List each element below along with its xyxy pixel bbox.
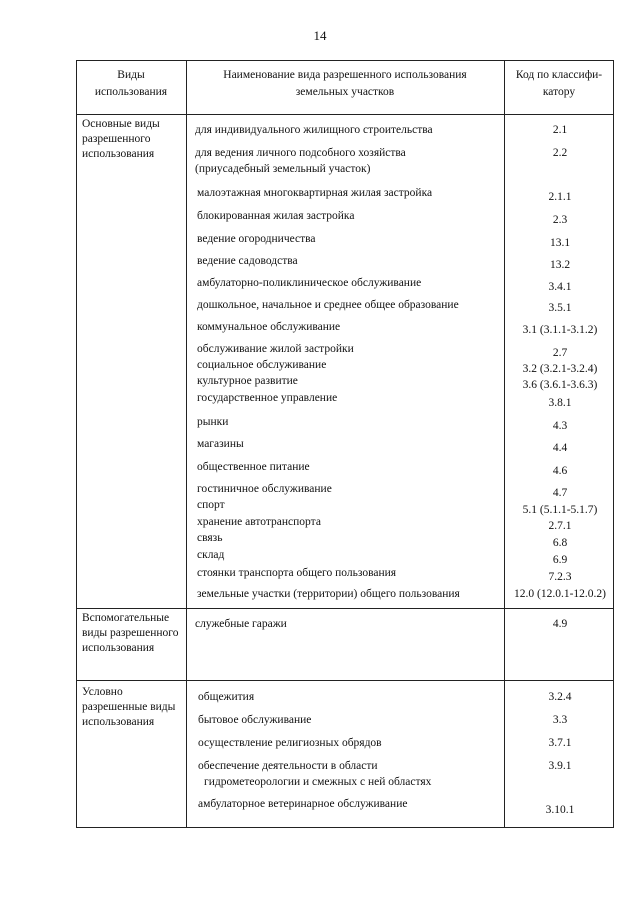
use-name: склад — [197, 549, 225, 561]
use-code: 3.4.1 — [548, 281, 572, 293]
use-code: 4.7 — [552, 487, 568, 499]
use-code: 7.2.3 — [548, 571, 572, 583]
use-name: рынки — [197, 416, 229, 428]
use-name: общественное питание — [197, 461, 310, 473]
use-code: 6.8 — [552, 537, 568, 549]
use-name: блокированная жилая застройка — [197, 210, 355, 222]
use-code: 3.6 (3.6.1-3.6.3) — [522, 379, 598, 391]
page-number: 14 — [313, 28, 327, 43]
use-code: 3.7.1 — [548, 737, 572, 749]
use-code: 4.6 — [552, 465, 568, 477]
use-code: 3.5.1 — [548, 302, 572, 314]
use-name: государственное управление — [197, 392, 338, 404]
use-name: служебные гаражи — [195, 618, 287, 630]
use-name: общежития — [198, 691, 255, 703]
use-name: коммунальное обслуживание — [197, 321, 341, 333]
use-name: спорт — [197, 499, 225, 511]
use-name-cont: гидрометеорологии и смежных с ней областях — [204, 776, 432, 788]
use-name: амбулаторное ветеринарное обслуживание — [198, 798, 408, 810]
use-name: для индивидуального жилищного строительства — [195, 124, 433, 136]
use-code: 12.0 (12.0.1-12.0.2) — [514, 588, 606, 600]
use-code: 2.7.1 — [548, 520, 572, 532]
column-divider-1 — [186, 60, 187, 828]
use-code: 3.3 — [552, 714, 568, 726]
use-name: культурное развитие — [197, 375, 298, 387]
use-name: магазины — [197, 438, 244, 450]
table-border-left — [76, 60, 77, 828]
use-name-cont: (приусадебный земельный участок) — [195, 163, 371, 175]
use-code: 2.1 — [552, 124, 568, 136]
use-name: гостиничное обслуживание — [197, 483, 332, 495]
use-name: ведение садоводства — [197, 255, 298, 267]
land-use-table — [76, 60, 614, 828]
use-name: обеспечение деятельности в области — [198, 760, 378, 772]
use-code: 4.9 — [552, 618, 568, 630]
use-name: обслуживание жилой застройки — [197, 343, 354, 355]
header-divider — [76, 114, 614, 115]
category-conditional: Условно разрешенные виды использования — [82, 686, 176, 728]
use-code: 5.1 (5.1.1-5.1.7) — [522, 504, 598, 516]
use-name: для ведения личного подсобного хозяйства — [195, 147, 406, 159]
table-border-bottom — [76, 827, 614, 828]
use-code: 4.3 — [552, 420, 568, 432]
use-code: 13.1 — [549, 237, 571, 249]
use-name: ведение огородничества — [197, 233, 316, 245]
use-name: социальное обслуживание — [197, 359, 327, 371]
use-name: осуществление религиозных обрядов — [198, 737, 382, 749]
header-col-name: Наименование вида разрешенного использования земельных участков — [223, 69, 467, 98]
use-code: 3.1 (3.1.1-3.1.2) — [522, 324, 598, 336]
category-auxiliary: Вспомогательные виды разрешенного использования — [82, 612, 179, 654]
use-name: амбулаторно-поликлиническое обслуживание — [197, 277, 422, 289]
use-code: 2.3 — [552, 214, 568, 226]
use-code: 3.10.1 — [545, 804, 575, 816]
use-code: 2.2 — [552, 147, 568, 159]
use-code: 4.4 — [552, 442, 568, 454]
use-code: 2.7 — [552, 347, 568, 359]
section-divider-1 — [76, 608, 614, 609]
column-divider-2 — [504, 60, 505, 828]
use-code: 2.1.1 — [548, 191, 572, 203]
use-code: 3.9.1 — [548, 760, 572, 772]
category-main: Основные виды разрешенного использования — [82, 118, 160, 160]
use-code: 3.2.4 — [548, 691, 572, 703]
table-border-top — [76, 60, 614, 61]
use-name: бытовое обслуживание — [198, 714, 312, 726]
use-name: дошкольное, начальное и среднее общее образование — [197, 299, 459, 311]
use-name: связь — [197, 532, 223, 544]
header-col-usage-type: Виды использования — [94, 69, 168, 98]
section-divider-2 — [76, 680, 614, 681]
use-code: 3.2 (3.2.1-3.2.4) — [522, 363, 598, 375]
use-name: малоэтажная многоквартирная жилая застройка — [197, 187, 433, 199]
use-code: 3.8.1 — [548, 397, 572, 409]
use-name: хранение автотранспорта — [197, 516, 321, 528]
header-col-code: Код по классифи- катору — [515, 69, 603, 98]
use-code: 6.9 — [552, 554, 568, 566]
use-code: 13.2 — [549, 259, 571, 271]
use-name: земельные участки (территории) общего пользования — [197, 588, 460, 600]
use-name: стоянки транспорта общего пользования — [197, 567, 397, 579]
